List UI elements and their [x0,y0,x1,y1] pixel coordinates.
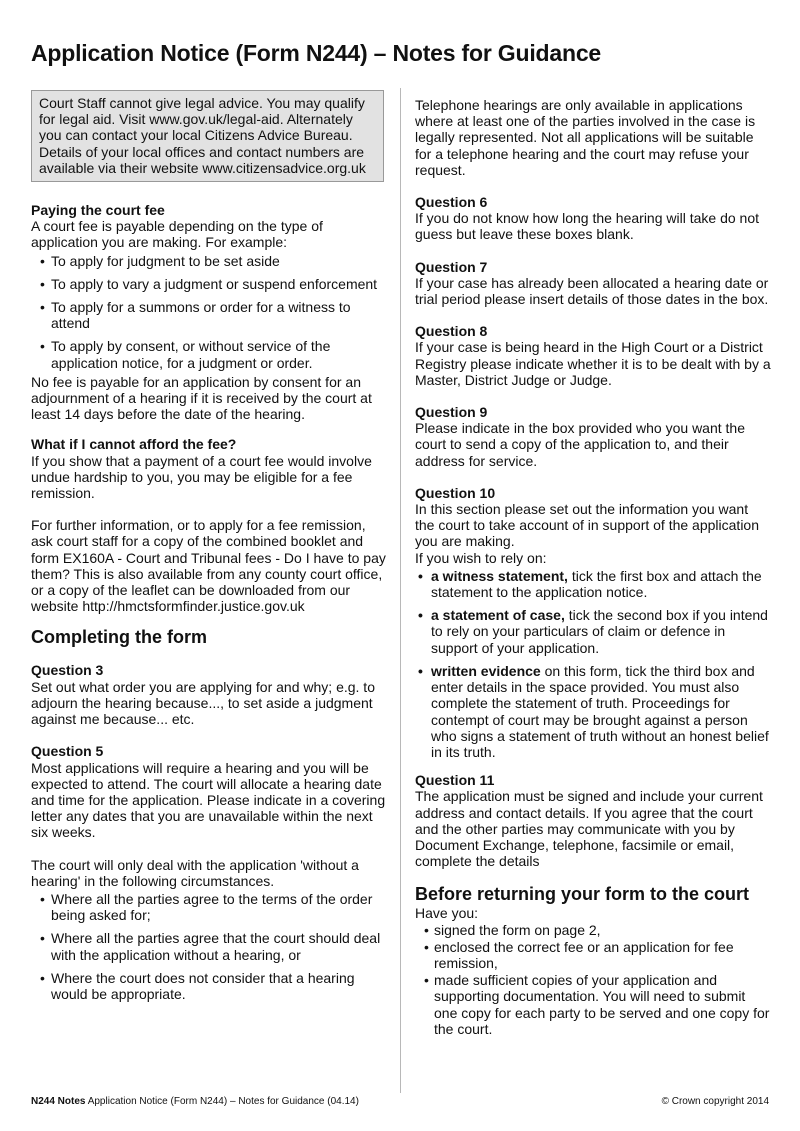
legal-advice-notice: Court Staff cannot give legal advice. You may qualify for legal aid. Visit www.gov.uk/legal-aid. Alternately you can contact your local Citizens Advice Bureau. Details of your local offices and contact numbers are available via their website www.citizensadvice.org.uk [31,90,384,182]
witness-statement-text: tick the first box and attach the statement to the application notice. [431,567,762,601]
telephone-text: Telephone hearings are only available in applications where at least one of the parties involved in the case is legally represented. Not all applications will be suitable for a telephone hearing and the court may refuse your request. [415,97,756,178]
without-hearing-section [31,857,387,1003]
question-3-text: Set out what order you are applying for and why; e.g. to adjourn the hearing because..., to set aside a judgment against me because... etc. [31,678,375,728]
question-8-text: If your case is being heard in the High Court or a District Registry please indicate whether it is to be dealt with by a Master, District Judge or Judge. [415,339,771,388]
question-6-section [415,194,771,243]
written-evidence-text: on this form, tick the third box and enter details in the space provided. You must also complete the statement of truth. Proceedings for contempt of court may be brought against a person who signs a statement of truth without an honest belief in its truth. [431,662,769,760]
right-column [415,97,771,1038]
written-evidence-label: written evidence [431,662,541,679]
question-11-section [415,772,771,869]
question-5-section [31,743,387,840]
question-7-text: If your case has already been allocated a hearing date or trial period please insert details of those dates in the box. [415,274,769,308]
column-divider [400,88,401,1093]
page-footer [31,1096,769,1107]
without-hearing-list [31,891,387,1002]
question-10-section [415,485,771,760]
witness-statement-label: a witness statement, [431,567,568,584]
list-item: • To apply to vary a judgment or suspend enforcement [31,276,387,292]
list-item [415,663,771,760]
further-info-section [31,517,387,614]
question-6-heading: Question 6 [415,194,488,211]
footer-form-title: Application Notice (Form N244) – Notes for Guidance (04.14) [87,1096,359,1107]
question-10-heading: Question 10 [415,484,496,501]
question-10-rely: If you wish to rely on: [415,549,547,566]
fee-examples-list [31,253,387,371]
list-item: • enclosed the correct fee or an application for fee remission, [415,939,771,971]
question-9-section [415,404,771,469]
question-11-text: The application must be signed and include your current address and contact details. If you agree that the court and the other parties may communicate with you by Document Exchange, telephone, facsimile or email, complete the details [415,788,763,870]
question-9-text: Please indicate in the box provided who you want the court to send a copy of the application to, and their address for service. [415,420,745,469]
list-item: • To apply for a summons or order for a witness to attend [31,299,387,331]
list-item: • To apply by consent, or without service of the application notice, for a judgment or order. [31,338,387,370]
question-9-heading: Question 9 [415,404,488,421]
evidence-options-list [415,568,771,760]
paying-fee-section [31,202,387,422]
left-column [31,90,387,1018]
afford-section [31,436,387,501]
telephone-section [415,97,771,178]
page-title: Application Notice (Form N244) – Notes for Guidance [31,40,601,66]
question-7-heading: Question 7 [415,258,488,275]
footer-form-code: N244 Notes [31,1096,86,1107]
question-7-section [415,259,771,308]
question-5-text: Most applications will require a hearing and you will be expected to attend. The court will allocate a hearing date and time for the application. Please indicate in a covering letter any dates that you are unavailable within the next six weeks. [31,759,386,841]
completing-form-heading: Completing the form [31,627,207,648]
question-3-section [31,662,387,727]
list-item: • Where all the parties agree to the terms of the order being asked for; [31,891,387,923]
list-item: • made sufficient copies of your application and supporting documentation. You will need to submit one copy for each party to be served and one copy for the court. [415,972,771,1037]
no-fee-note: No fee is payable for an application by consent for an adjournment of a hearing if it is received by the court at least 14 days before the date of the hearing. [31,373,372,423]
question-10-text: In this section please set out the information you want the court to take account of in support of the application you are making. [415,501,759,550]
list-item: • signed the form on page 2, [415,922,771,938]
list-item [415,607,771,656]
list-item [415,568,771,600]
without-hearing-intro: The court will only deal with the application 'without a hearing' in the following circumstances. [31,856,359,889]
question-6-text: If you do not know how long the hearing will take do not guess but leave these boxes blank. [415,210,759,243]
paying-fee-intro: A court fee is payable depending on the type of application you are making. For example: [31,218,323,251]
question-5-heading: Question 5 [31,743,104,760]
checklist [415,922,771,1037]
list-item: • To apply for judgment to be set aside [31,253,387,269]
afford-text: If you show that a payment of a court fee would involve undue hardship to you, you may be eligible for a fee remission. [31,452,372,502]
list-item: • Where all the parties agree that the court should deal with the application without a hearing, or [31,930,387,962]
list-item: • Where the court does not consider that a hearing would be appropriate. [31,970,387,1002]
footer-copyright: © Crown copyright 2014 [661,1096,769,1107]
question-8-heading: Question 8 [415,323,488,340]
footer-form-info [31,1096,359,1107]
before-returning-section [415,883,771,1037]
further-info-text: For further information, or to apply for a fee remission, ask court staff for a copy of the combined booklet and form EX160A - Court and Tribunal fees - Do I have to pay them? This is also available from any county court office, or a copy of the leaflet can be downloaded from our website http://hmctsformfinder.justice.gov.uk [31,517,386,615]
question-11-heading: Question 11 [415,772,495,789]
before-returning-intro: Have you: [415,905,479,922]
paying-fee-heading: Paying the court fee [31,202,165,219]
statement-of-case-label: a statement of case, [431,607,565,624]
afford-heading: What if I cannot afford the fee? [31,436,237,453]
question-3-heading: Question 3 [31,662,104,679]
statement-of-case-text: tick the second box if you intend to rely on your particulars of claim or defence in support of your application. [431,607,768,656]
before-returning-heading: Before returning your form to the court [415,884,750,905]
question-8-section [415,323,771,388]
